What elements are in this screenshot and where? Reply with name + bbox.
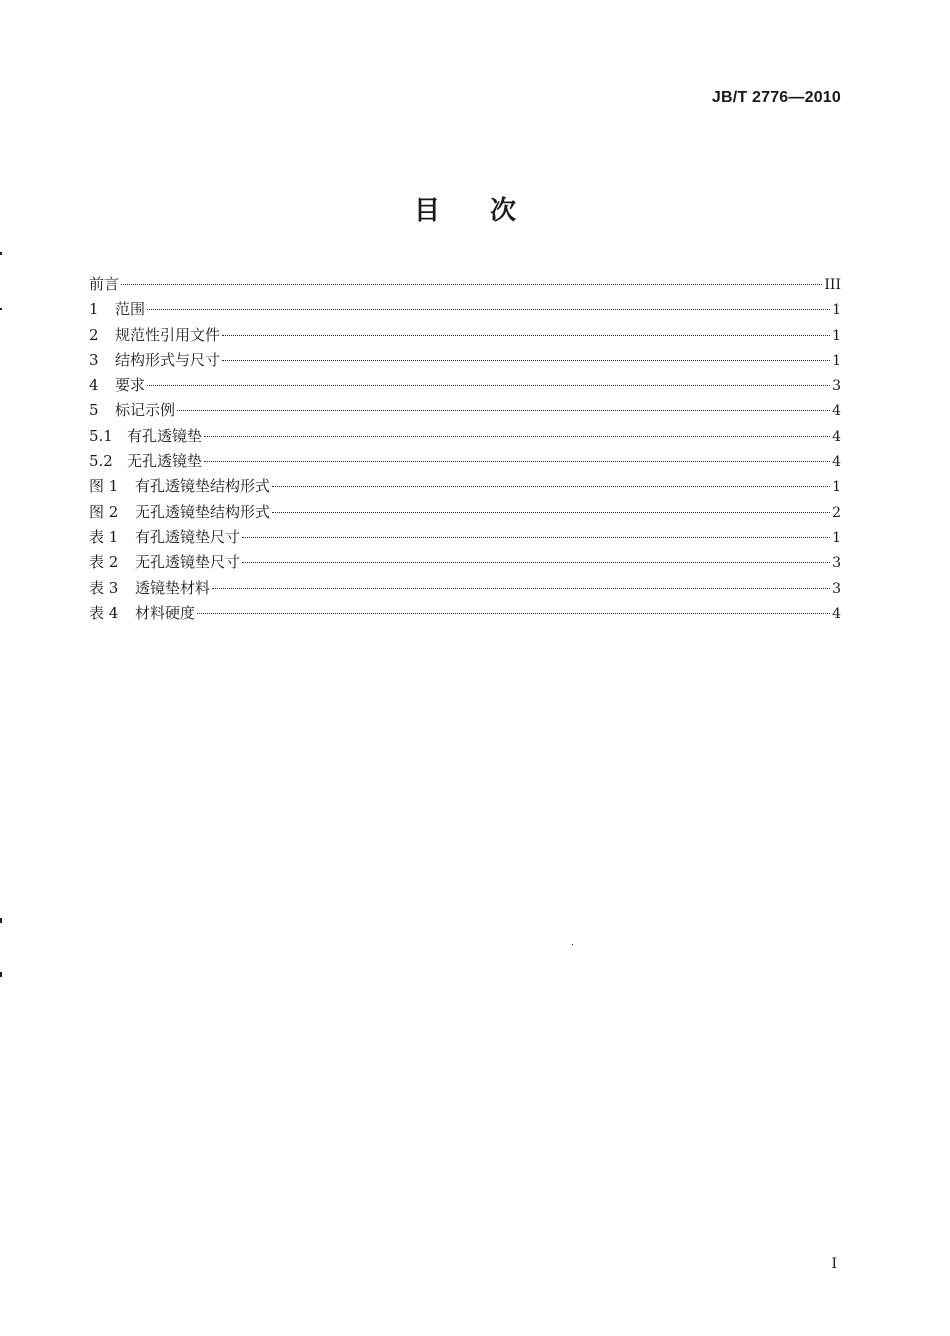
toc-dot-leader <box>212 588 830 589</box>
toc-dot-leader <box>147 385 830 386</box>
toc-entry-table-2[interactable] <box>89 550 841 575</box>
toc-dot-leader <box>177 410 830 411</box>
toc-entry-table-3[interactable] <box>89 576 841 601</box>
toc-entry-number: 表 1 <box>89 527 119 546</box>
toc-entry-label: 有孔透镜垫尺寸 <box>135 527 241 546</box>
toc-entry-label: 材料硬度 <box>135 603 196 622</box>
scan-speck <box>0 918 2 923</box>
toc-dot-leader <box>204 436 830 437</box>
toc-entry-label: 有孔透镜垫结构形式 <box>135 477 271 496</box>
toc-entry-page: 4 <box>832 454 841 471</box>
toc-entry-perforated-lens-gasket[interactable] <box>89 424 841 449</box>
toc-entry-page: 1 <box>832 302 841 319</box>
toc-entry-page: 3 <box>832 555 841 572</box>
toc-entry-page: 1 <box>832 327 841 344</box>
toc-entry-page: 1 <box>832 479 841 496</box>
toc-entry-label: 有孔透镜垫 <box>127 426 203 445</box>
toc-dot-leader <box>204 461 830 462</box>
page-number: I <box>831 1256 837 1272</box>
toc-entry-number: 表 4 <box>89 603 119 622</box>
toc-entry-normative-references[interactable] <box>89 323 841 348</box>
toc-dot-leader <box>222 360 830 361</box>
toc-entry-label: 无孔透镜垫结构形式 <box>135 502 271 521</box>
toc-entry-solid-lens-gasket[interactable] <box>89 449 841 474</box>
toc-entry-label: 要求 <box>115 376 146 395</box>
toc-entry-requirements[interactable] <box>89 373 841 398</box>
standard-code: JB/T 2776—2010 <box>711 89 841 106</box>
toc-entry-scope[interactable] <box>89 297 841 322</box>
page-title <box>0 190 930 227</box>
toc-entry-number: 4 <box>89 376 99 395</box>
toc-entry-number: 3 <box>89 350 99 369</box>
toc-entry-page: 2 <box>832 504 841 521</box>
table-of-contents <box>89 272 841 626</box>
toc-entry-page: 3 <box>832 378 841 395</box>
toc-entry-label: 标记示例 <box>115 401 176 420</box>
scan-speck <box>0 308 2 310</box>
toc-entry-number: 5.1 <box>89 426 113 445</box>
toc-dot-leader <box>272 512 830 513</box>
toc-entry-label: 前言 <box>89 275 120 293</box>
scan-speck <box>572 944 573 945</box>
toc-entry-page: 4 <box>832 605 841 622</box>
toc-entry-number: 图 1 <box>89 477 119 496</box>
toc-dot-leader <box>242 537 830 538</box>
toc-entry-figure-1[interactable] <box>89 474 841 499</box>
toc-entry-number: 1 <box>89 300 99 319</box>
scan-speck <box>0 252 2 255</box>
toc-entry-number: 5.2 <box>89 452 113 471</box>
toc-entry-label: 结构形式与尺寸 <box>115 350 221 369</box>
toc-dot-leader <box>121 284 822 285</box>
toc-dot-leader <box>147 309 830 310</box>
title-char-1: 目 <box>413 196 440 226</box>
toc-entry-number: 表 3 <box>89 578 119 597</box>
toc-entry-page: III <box>824 277 841 293</box>
toc-entry-label: 透镜垫材料 <box>135 578 211 597</box>
toc-dot-leader <box>197 613 830 614</box>
toc-entry-number: 5 <box>89 401 99 420</box>
toc-entry-page: 4 <box>832 403 841 420</box>
toc-entry-label: 规范性引用文件 <box>115 325 221 344</box>
toc-entry-page: 4 <box>832 428 841 445</box>
toc-entry-page: 1 <box>832 529 841 546</box>
toc-entry-label: 无孔透镜垫 <box>127 452 203 471</box>
toc-entry-label: 范围 <box>115 300 146 319</box>
toc-entry-page: 1 <box>832 352 841 369</box>
toc-entry-table-1[interactable] <box>89 525 841 550</box>
toc-entry-number: 表 2 <box>89 553 119 572</box>
toc-dot-leader <box>242 562 830 563</box>
toc-entry-number: 图 2 <box>89 502 119 521</box>
toc-dot-leader <box>222 335 830 336</box>
toc-dot-leader <box>272 486 830 487</box>
toc-entry-structure-dimensions[interactable] <box>89 348 841 373</box>
scan-speck <box>0 972 2 977</box>
toc-entry-marking-examples[interactable] <box>89 398 841 423</box>
toc-entry-number: 2 <box>89 325 99 344</box>
title-char-2: 次 <box>490 196 517 226</box>
toc-entry-table-4[interactable] <box>89 601 841 626</box>
toc-entry-foreword[interactable] <box>89 272 841 297</box>
toc-entry-page: 3 <box>832 580 841 597</box>
toc-entry-label: 无孔透镜垫尺寸 <box>135 553 241 572</box>
toc-entry-figure-2[interactable] <box>89 500 841 525</box>
